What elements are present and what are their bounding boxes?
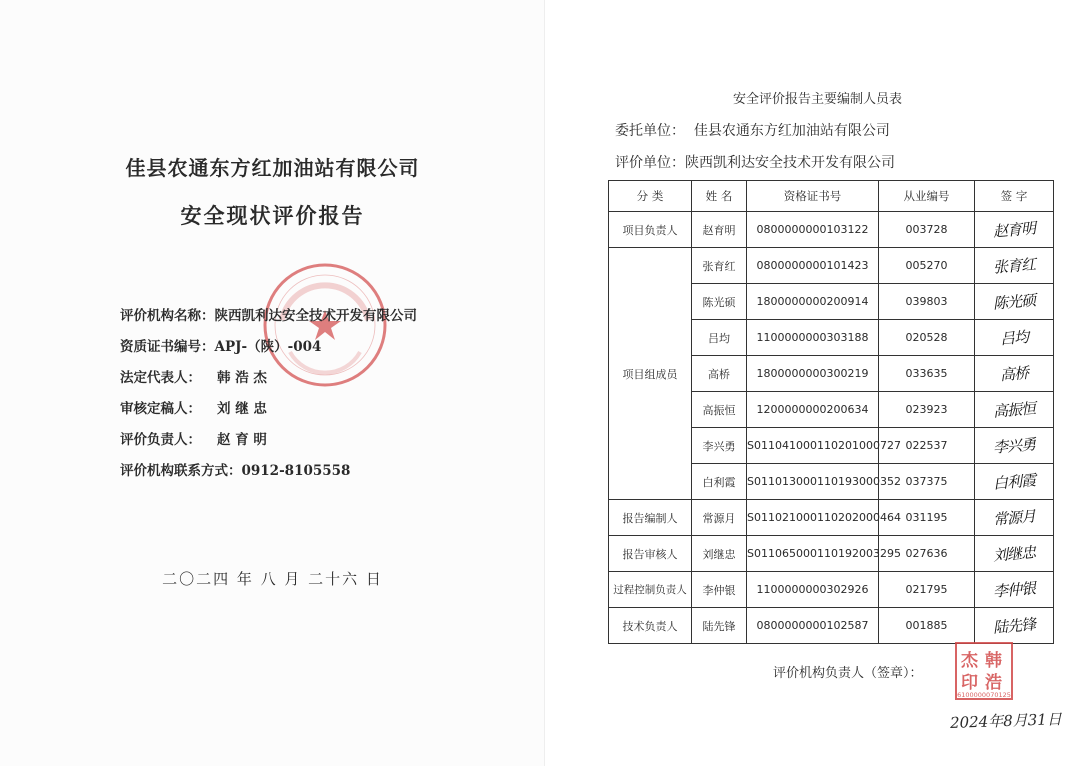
signature-cell: [975, 392, 1054, 428]
handwritten-signature: 高桥: [999, 363, 1029, 385]
cert-cell: 1800000000200914: [747, 284, 879, 320]
category-cell: 项目负责人: [609, 212, 692, 248]
cert-cell: 0800000000103122: [747, 212, 879, 248]
evaluator-value: 陕西凯利达安全技术开发有限公司: [685, 155, 895, 171]
table-row: [609, 248, 1054, 284]
name-cell: 白利霞: [692, 464, 747, 500]
cover-company-title: 佳县农通东方红加油站有限公司: [125, 156, 420, 180]
table-row: [609, 500, 1054, 536]
category-cell: 技术负责人: [609, 608, 692, 644]
column-header: 签 字: [975, 181, 1054, 212]
info-value: 刘 继 忠: [217, 401, 267, 417]
info-value: 0912-8105558: [241, 463, 351, 479]
signature-cell: [975, 320, 1054, 356]
name-cell: 张育红: [692, 248, 747, 284]
cert-cell: 1100000000302926: [747, 572, 879, 608]
info-value: 陕西凯利达安全技术开发有限公司: [214, 308, 417, 324]
column-header: 资格证书号: [747, 181, 879, 212]
info-value: APJ-（陕）-004: [214, 339, 322, 355]
name-cell: 常源月: [692, 500, 747, 536]
signature-cell: [975, 608, 1054, 644]
handwritten-signature: 常源月: [992, 507, 1036, 529]
signature-cell: [975, 572, 1054, 608]
cert-cell: S011013000110193000352: [747, 464, 879, 500]
category-cell: 项目组成员: [609, 248, 692, 500]
name-cell: 陈光硕: [692, 284, 747, 320]
category-cell: 报告审核人: [609, 536, 692, 572]
job-no-cell: 020528: [879, 320, 975, 356]
job-no-cell: 031195: [879, 500, 975, 536]
personal-seal-stamp: [955, 642, 1013, 700]
category-cell: 过程控制负责人: [609, 572, 692, 608]
info-contact: [120, 459, 350, 479]
cert-cell: 0800000000101423: [747, 248, 879, 284]
handwritten-signature: 刘继忠: [992, 543, 1036, 565]
cert-cell: 1800000000300219: [747, 356, 879, 392]
table-row: [609, 608, 1054, 644]
name-cell: 高振恒: [692, 392, 747, 428]
stamp-char: 杰: [961, 651, 978, 671]
info-label: 法定代表人：: [120, 370, 201, 386]
name-cell: 刘继忠: [692, 536, 747, 572]
job-no-cell: 037375: [879, 464, 975, 500]
name-cell: 陆先锋: [692, 608, 747, 644]
job-no-cell: 022537: [879, 428, 975, 464]
client-label: 委托单位：: [615, 123, 685, 139]
info-label: 评价机构名称：: [120, 308, 215, 324]
name-cell: 赵育明: [692, 212, 747, 248]
info-value: 赵 育 明: [217, 432, 267, 448]
cert-cell: S011041000110201000727: [747, 428, 879, 464]
handwritten-signature: 吕均: [999, 327, 1029, 349]
signature-cell: [975, 500, 1054, 536]
table-header-row: [609, 181, 1054, 212]
column-header: 姓 名: [692, 181, 747, 212]
table-row: [609, 572, 1054, 608]
job-no-cell: 003728: [879, 212, 975, 248]
stamp-char: 印: [961, 673, 978, 693]
name-cell: 高桥: [692, 356, 747, 392]
info-legal-rep: [120, 366, 267, 386]
staff-table: [608, 180, 1054, 644]
evaluator-line: [615, 152, 895, 172]
handwritten-signature: 白利霞: [992, 471, 1036, 493]
handwritten-signature: 张育红: [992, 255, 1036, 277]
info-cert-no: [120, 335, 321, 355]
info-label: 评价负责人：: [120, 432, 201, 448]
table-row: [609, 536, 1054, 572]
client-value: 佳县农通东方红加油站有限公司: [693, 123, 890, 139]
handwritten-signature: 陈光硕: [992, 291, 1036, 313]
handwritten-signature: 高振恒: [992, 399, 1036, 421]
cert-cell: S011065000110192003295: [747, 536, 879, 572]
info-label: 评价机构联系方式：: [120, 463, 242, 479]
stamp-char: 韩: [985, 651, 1002, 671]
client-line: [615, 120, 890, 140]
evaluator-label: 评价单位：: [615, 155, 685, 171]
signature-cell: [975, 464, 1054, 500]
info-label: 审核定稿人：: [120, 401, 201, 417]
signature-cell: [975, 248, 1054, 284]
column-header: 从业编号: [879, 181, 975, 212]
signature-cell: [975, 356, 1054, 392]
info-label: 资质证书编号：: [120, 339, 215, 355]
info-reviewer: [120, 397, 267, 417]
job-no-cell: 023923: [879, 392, 975, 428]
job-no-cell: 005270: [879, 248, 975, 284]
name-cell: 吕均: [692, 320, 747, 356]
signature-cell: [975, 284, 1054, 320]
handwritten-signature: 陆先锋: [992, 615, 1036, 637]
signature-cell: [975, 428, 1054, 464]
job-no-cell: 001885: [879, 608, 975, 644]
cert-cell: S011021000110202000464: [747, 500, 879, 536]
handwritten-signature: 李兴勇: [992, 435, 1036, 457]
cover-report-title: 安全现状评价报告: [180, 203, 365, 228]
job-no-cell: 033635: [879, 356, 975, 392]
cert-cell: 1100000000303188: [747, 320, 879, 356]
institution-head-label: 评价机构负责人（签章）：: [773, 666, 923, 681]
info-value: 韩 浩 杰: [217, 370, 267, 386]
signature-cell: [975, 536, 1054, 572]
job-no-cell: 039803: [879, 284, 975, 320]
cover-date: 二〇二四 年 八 月 二十六 日: [162, 570, 383, 588]
handwritten-sign-date: 2024年8月31日: [949, 710, 1063, 732]
handwritten-signature: 李仲银: [992, 579, 1036, 601]
staff-page: [545, 0, 1090, 766]
category-cell: 报告编制人: [609, 500, 692, 536]
table-row: [609, 212, 1054, 248]
cert-cell: 0800000000102587: [747, 608, 879, 644]
stamp-number: 6100000070125: [957, 691, 1011, 699]
name-cell: 李兴勇: [692, 428, 747, 464]
job-no-cell: 021795: [879, 572, 975, 608]
company-seal-icon: [262, 262, 388, 388]
job-no-cell: 027636: [879, 536, 975, 572]
column-header: 分 类: [609, 181, 692, 212]
staff-table-title: 安全评价报告主要编制人员表: [732, 92, 902, 107]
stamp-char: 浩: [985, 673, 1002, 693]
signature-cell: [975, 212, 1054, 248]
cert-cell: 1200000000200634: [747, 392, 879, 428]
info-eval-lead: [120, 428, 267, 448]
info-org-name: [120, 304, 417, 324]
name-cell: 李仲银: [692, 572, 747, 608]
handwritten-signature: 赵育明: [992, 219, 1036, 241]
